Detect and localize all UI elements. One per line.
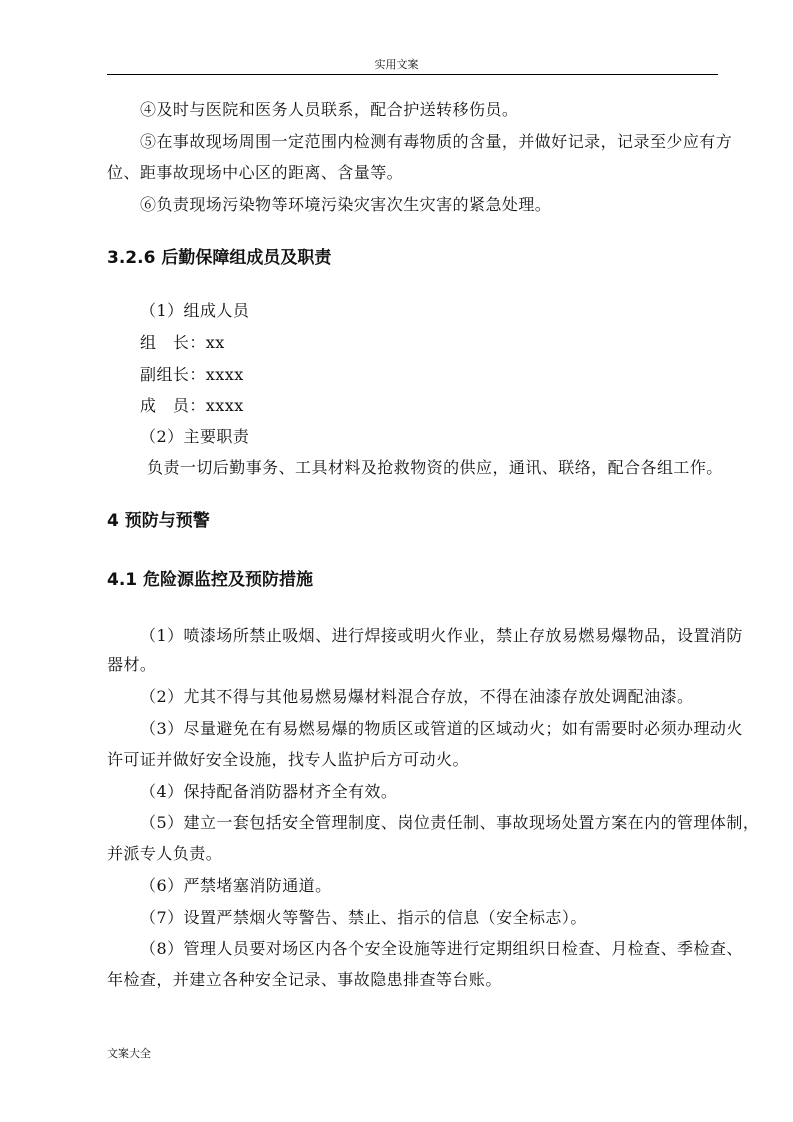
paragraph-line: （6）严禁堵塞消防通道。 (140, 876, 332, 895)
paragraph-line: 许可证并做好安全设施，找专人监护后方可动火。 (107, 750, 469, 769)
paragraph-line: （1）喷漆场所禁止吸烟、进行焊接或明火作业，禁止存放易燃易爆物品，设置消防 (140, 626, 743, 645)
section-heading-4-1: 4.1 危险源监控及预防措施 (107, 570, 314, 590)
paragraph-line: （5）建立一套包括安全管理制度、岗位责任制、事故现场处置方案在内的管理体制， (140, 813, 760, 832)
paragraph-line: ⑤在事故现场周围一定范围内检测有毒物质的含量，并做好记录，记录至少应有方 (140, 132, 733, 151)
paragraph-line: 器材。 (107, 655, 157, 674)
paragraph-line: （3）尽量避免在有易燃易爆的物质区或管道的区域动火；如有需要时必须办理动火 (140, 719, 743, 738)
member-line: 成 员：xxxx (140, 396, 244, 415)
paragraph-line: （8）管理人员要对场区内各个安全设施等进行定期组织日检查、月检查、季检查、 (140, 939, 743, 958)
section-heading-3-2-6: 3.2.6 后勤保障组成员及职责 (107, 248, 332, 268)
leader-line: 组 长：xx (140, 333, 225, 352)
members-title: （1）组成人员 (140, 301, 250, 320)
paragraph-line: 位、距事故现场中心区的距离、含量等。 (107, 163, 404, 182)
paragraph-line: （7）设置严禁烟火等警告、禁止、指示的信息（安全标志）。 (140, 908, 587, 927)
duties-title: （2）主要职责 (140, 427, 250, 446)
duties-text: 负责一切后勤事务、工具材料及抢救物资的供应，通讯、联络，配合各组工作。 (147, 458, 723, 477)
section-heading-4: 4 预防与预警 (107, 511, 210, 531)
header-rule (107, 74, 718, 75)
paragraph-line: （4）保持配备消防器材齐全有效。 (140, 782, 398, 801)
page-footer: 文案大全 (107, 1047, 151, 1060)
paragraph-line: 并派专人负责。 (107, 844, 223, 863)
paragraph-line: （2）尤其不得与其他易燃易爆材料混合存放，不得在油漆存放处调配油漆。 (140, 687, 694, 706)
paragraph-line: ④及时与医院和医务人员联系，配合护送转移伤员。 (140, 100, 519, 119)
page-header: 实用文案 (374, 58, 419, 71)
paragraph-line: 年检查，并建立各种安全记录、事故隐患排查等台账。 (107, 970, 502, 989)
paragraph-line: ⑥负责现场污染物等环境污染灾害次生灾害的紧急处理。 (140, 195, 552, 214)
deputy-line: 副组长：xxxx (140, 365, 244, 384)
